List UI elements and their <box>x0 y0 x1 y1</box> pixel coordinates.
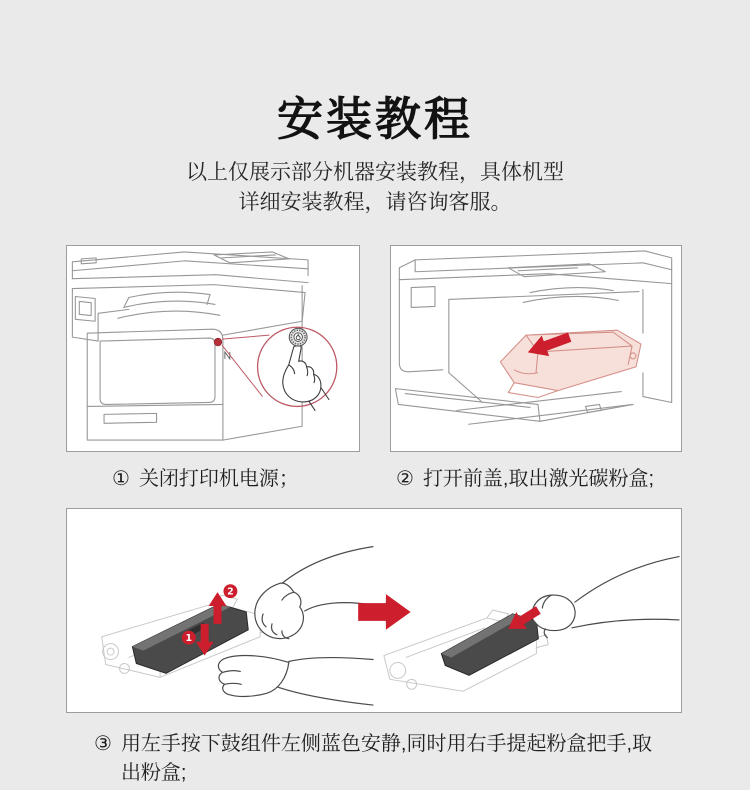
step3-figure-remove-cartridge <box>66 508 682 713</box>
step1-caption <box>112 467 299 491</box>
hand-pulling-cartridge <box>532 557 679 638</box>
badge-2-number: 2 <box>227 586 234 598</box>
printer-logo-mark <box>225 352 230 359</box>
step2-figure-open-cover <box>390 245 682 452</box>
step3-number: ③ <box>94 733 112 755</box>
step2-caption <box>396 467 654 491</box>
pressing-hand-icon <box>283 346 329 411</box>
open-front-cover <box>395 389 540 422</box>
step1-figure-power-off <box>66 245 360 452</box>
step3-text: 用左手按下鼓组件左侧蓝色安静,同时用右手提起粉盒把手,取出粉盒; <box>120 733 653 784</box>
step2-number: ② <box>396 468 414 490</box>
printer-line-art <box>72 252 308 440</box>
red-arrow-right-icon <box>358 594 410 630</box>
callout-line-bottom <box>222 345 263 396</box>
step2-text: 打开前盖,取出激光碳粉盒; <box>422 468 655 490</box>
power-button-icon <box>289 328 307 346</box>
cartridge-removal-illustration <box>67 509 681 712</box>
printer-open-cover-illustration <box>391 246 681 451</box>
step1-number: ① <box>112 468 130 490</box>
right-hand-gripping <box>255 547 373 639</box>
badge-1-number: 1 <box>185 633 193 645</box>
step3-caption <box>94 730 662 788</box>
subtitle-line1: 以上仅展示部分机器安装教程，具体机型 <box>186 161 564 184</box>
subtitle-line2: 详细安装教程，请咨询客服。 <box>238 191 512 214</box>
section-subtitle <box>0 158 750 218</box>
page-title: 安装教程 <box>277 93 473 145</box>
power-button-dot <box>214 338 222 346</box>
callout-line-top <box>222 335 270 339</box>
step1-text: 关闭打印机电源； <box>138 468 299 490</box>
printer-power-illustration <box>67 246 359 451</box>
left-hand-supporting <box>218 656 373 706</box>
